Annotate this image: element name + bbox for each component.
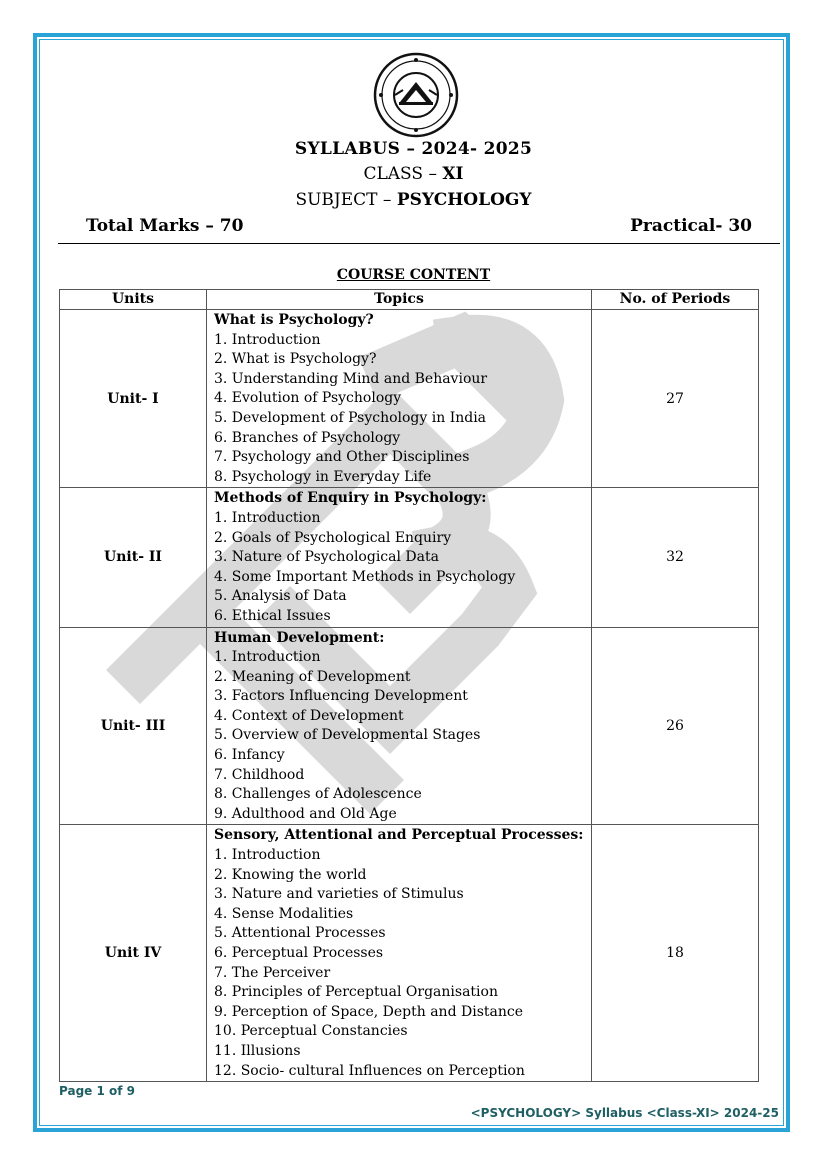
unit-cell: Unit- II: [60, 488, 207, 627]
periods-cell: 26: [592, 627, 759, 825]
class-value: XI: [442, 164, 464, 184]
page-number: Page 1 of 9: [59, 1084, 135, 1098]
topic-item: 3. Understanding Mind and Behaviour: [214, 370, 488, 387]
topic-item: 3. Factors Influencing Development: [214, 688, 468, 705]
topic-item: 6. Ethical Issues: [214, 607, 331, 624]
topic-heading: Human Development:: [214, 629, 385, 646]
periods-cell: 32: [592, 488, 759, 627]
topic-item: 4. Evolution of Psychology: [214, 390, 402, 407]
topic-heading: Methods of Enquiry in Psychology:: [214, 490, 487, 507]
topics-cell: [207, 488, 592, 627]
board-seal-logo: [373, 52, 459, 138]
class-line: [0, 164, 827, 184]
periods-cell: 27: [592, 310, 759, 488]
topic-item: 1. Introduction: [214, 331, 321, 348]
topic-item: 6. Infancy: [214, 747, 285, 764]
topic-item: 4. Some Important Methods in Psychology: [214, 568, 516, 585]
course-content-title: COURSE CONTENT: [336, 267, 491, 283]
topic-item: 7. Psychology and Other Disciplines: [214, 449, 470, 466]
topic-heading: Sensory, Attentional and Perceptual Processes:: [214, 827, 584, 844]
topic-item: 5. Analysis of Data: [214, 588, 347, 605]
topic-item: 7. The Perceiver: [214, 964, 331, 981]
topic-item: 1. Introduction: [214, 847, 321, 864]
topic-item: 3. Nature of Psychological Data: [214, 549, 439, 566]
footer-doc-label: <PSYCHOLOGY> Syllabus <Class-XI> 2024-25: [470, 1106, 779, 1120]
table-row: [60, 825, 759, 1082]
table-row: [60, 627, 759, 825]
unit-cell: Unit IV: [60, 825, 207, 1082]
topic-item: 10. Perceptual Constancies: [214, 1023, 408, 1040]
syllabus-table: [59, 289, 759, 1082]
practical-marks: Practical- 30: [630, 216, 752, 236]
table-row: [60, 310, 759, 488]
total-marks: Total Marks – 70: [86, 216, 244, 236]
topic-item: 1. Introduction: [214, 649, 321, 666]
topic-item: 1. Introduction: [214, 509, 321, 526]
syllabus-title: SYLLABUS – 2024- 2025: [294, 139, 533, 159]
subject-value: PSYCHOLOGY: [396, 190, 532, 210]
subject-prefix: SUBJECT –: [295, 190, 397, 210]
topic-item: 6. Branches of Psychology: [214, 429, 401, 446]
topic-item: 2. What is Psychology?: [214, 351, 377, 368]
marks-row: [58, 216, 780, 244]
table-header-row: [60, 290, 759, 310]
header-topics: Topics: [207, 290, 592, 310]
header-periods: No. of Periods: [592, 290, 759, 310]
topics-cell: [207, 825, 592, 1082]
unit-cell: Unit- I: [60, 310, 207, 488]
topics-cell: [207, 310, 592, 488]
topics-cell: [207, 627, 592, 825]
topic-item: 4. Context of Development: [214, 707, 404, 724]
subject-line: [0, 190, 827, 210]
topic-item: 5. Overview of Developmental Stages: [214, 727, 481, 744]
topic-item: 8. Challenges of Adolescence: [214, 786, 422, 803]
topic-item: 9. Adulthood and Old Age: [214, 805, 397, 822]
topic-item: 8. Psychology in Everyday Life: [214, 468, 432, 485]
topic-item: 6. Perceptual Processes: [214, 945, 384, 961]
topic-item: 5. Attentional Processes: [214, 925, 386, 942]
topic-item: 2. Goals of Psychological Enquiry: [214, 529, 452, 546]
topic-item: 11. Illusions: [214, 1042, 301, 1059]
topic-item: 2. Meaning of Development: [214, 668, 411, 685]
topic-item: 5. Development of Psychology in India: [214, 409, 487, 426]
topic-item: 4. Sense Modalities: [214, 905, 354, 922]
unit-cell: Unit- III: [60, 627, 207, 825]
topic-item: 9. Perception of Space, Depth and Distance: [214, 1003, 523, 1020]
topic-item: 8. Principles of Perceptual Organisation: [214, 984, 498, 1001]
topic-item: 12. Socio- cultural Influences on Perception: [214, 1062, 525, 1079]
topic-item: 3. Nature and varieties of Stimulus: [214, 886, 464, 903]
topic-item: 7. Childhood: [214, 766, 305, 783]
topic-item: 2. Knowing the world: [214, 866, 367, 883]
table-row: [60, 488, 759, 627]
topic-heading: What is Psychology?: [214, 312, 374, 328]
header-units: Units: [60, 290, 207, 310]
periods-cell: 18: [592, 825, 759, 1082]
class-prefix: CLASS –: [363, 164, 443, 184]
